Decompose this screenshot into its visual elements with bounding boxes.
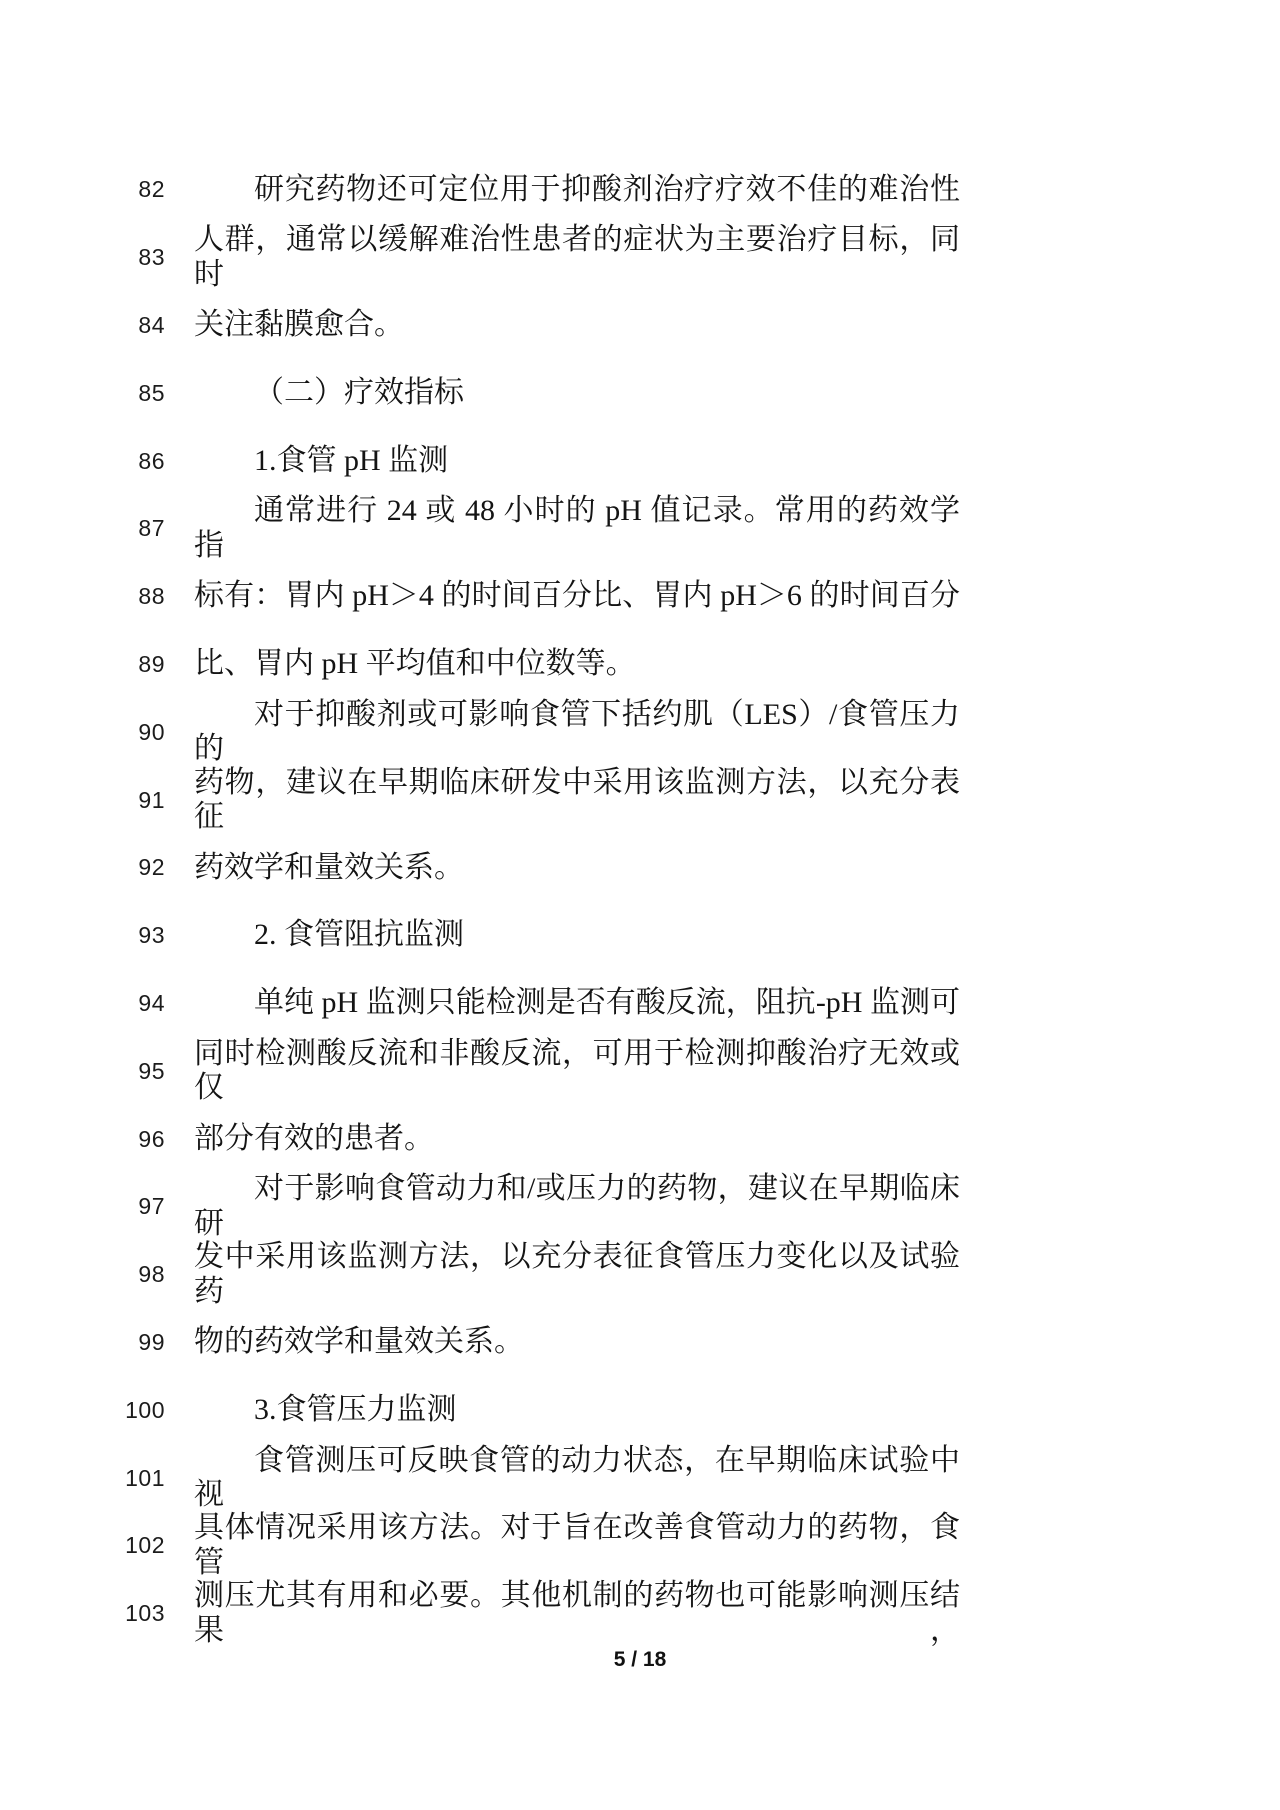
line-text: 食管测压可反映食管的动力状态，在早期临床试验中视 <box>194 1443 960 1512</box>
line-number: 83 <box>138 244 165 271</box>
text-line <box>0 1241 1280 1309</box>
line-text: 具体情况采用该方法。对于旨在改善食管动力的药物，食管 <box>194 1511 960 1579</box>
line-number: 100 <box>125 1396 165 1423</box>
line-number: 87 <box>138 515 165 542</box>
line-text: 发中采用该监测方法，以充分表征食管压力变化以及试验药 <box>194 1240 960 1308</box>
text-line <box>0 631 1280 699</box>
text-line <box>0 1376 1280 1444</box>
line-text: 单纯 pH 监测只能检测是否有酸反流，阻抗-pH 监测可 <box>254 986 960 1020</box>
line-text: 物的药效学和量效关系。 <box>194 1325 524 1359</box>
line-number: 96 <box>138 1125 165 1152</box>
line-text: 部分有效的患者。 <box>194 1121 434 1155</box>
line-text: 2. 食管阻抗监测 <box>254 918 464 952</box>
text-line <box>0 359 1280 427</box>
line-number: 82 <box>138 176 165 203</box>
line-text: 药效学和量效关系。 <box>194 850 464 884</box>
line-text: 药物，建议在早期临床研发中采用该监测方法，以充分表征 <box>194 765 960 834</box>
text-line <box>0 495 1280 563</box>
text-line <box>0 224 1280 292</box>
line-text: 比、胃内 pH 平均值和中位数等。 <box>194 647 636 681</box>
text-line <box>0 1173 1280 1241</box>
line-number: 84 <box>138 311 165 338</box>
line-number: 98 <box>138 1261 165 1288</box>
line-number: 86 <box>138 447 165 474</box>
line-text: （二）疗效指标 <box>254 376 464 410</box>
line-number: 85 <box>138 379 165 406</box>
text-line <box>0 156 1280 224</box>
line-number: 94 <box>138 989 165 1016</box>
text-line <box>0 834 1280 902</box>
line-number: 97 <box>138 1193 165 1220</box>
line-text: 3.食管压力监测 <box>254 1392 457 1426</box>
line-text: 同时检测酸反流和非酸反流，可用于检测抑酸治疗无效或仅 <box>194 1036 960 1105</box>
line-number: 102 <box>125 1532 165 1559</box>
text-line <box>0 1512 1280 1580</box>
page-number: 5 / 18 <box>613 1648 667 1671</box>
text-line <box>0 292 1280 360</box>
line-number: 101 <box>125 1464 165 1491</box>
line-number: 89 <box>138 650 165 677</box>
line-number: 92 <box>138 854 165 881</box>
line-number: 91 <box>138 786 165 813</box>
line-number: 99 <box>138 1328 165 1355</box>
line-number: 103 <box>125 1600 165 1627</box>
line-text: 1.食管 pH 监测 <box>254 443 449 477</box>
text-line <box>0 427 1280 495</box>
text-line <box>0 766 1280 834</box>
line-text: 测压尤其有用和必要。其他机制的药物也可能影响测压结果， <box>194 1579 960 1647</box>
line-number: 93 <box>138 922 165 949</box>
line-text: 研究药物还可定位用于抑酸剂治疗疗效不佳的难治性 <box>254 172 960 206</box>
line-text: 人群，通常以缓解难治性患者的症状为主要治疗目标，同时 <box>194 223 960 291</box>
line-text: 对于影响食管动力和/或压力的药物，建议在早期临床研 <box>194 1172 960 1240</box>
line-number: 90 <box>138 718 165 745</box>
text-line <box>0 902 1280 970</box>
text-line <box>0 698 1280 766</box>
text-line <box>0 970 1280 1038</box>
line-number: 95 <box>138 1057 165 1084</box>
text-line <box>0 563 1280 631</box>
line-text: 关注黏膜愈合。 <box>194 308 404 342</box>
line-text: 对于抑酸剂或可影响食管下括约肌（LES）/食管压力的 <box>194 697 960 766</box>
text-line <box>0 1444 1280 1512</box>
text-line <box>0 1037 1280 1105</box>
line-text: 通常进行 24 或 48 小时的 pH 值记录。常用的药效学指 <box>194 494 960 562</box>
text-line <box>0 1309 1280 1377</box>
line-text: 标有：胃内 pH＞4 的时间百分比、胃内 pH＞6 的时间百分 <box>194 579 960 613</box>
text-line <box>0 1580 1280 1648</box>
line-number: 88 <box>138 583 165 610</box>
text-line <box>0 1105 1280 1173</box>
document-body <box>0 156 1280 1648</box>
